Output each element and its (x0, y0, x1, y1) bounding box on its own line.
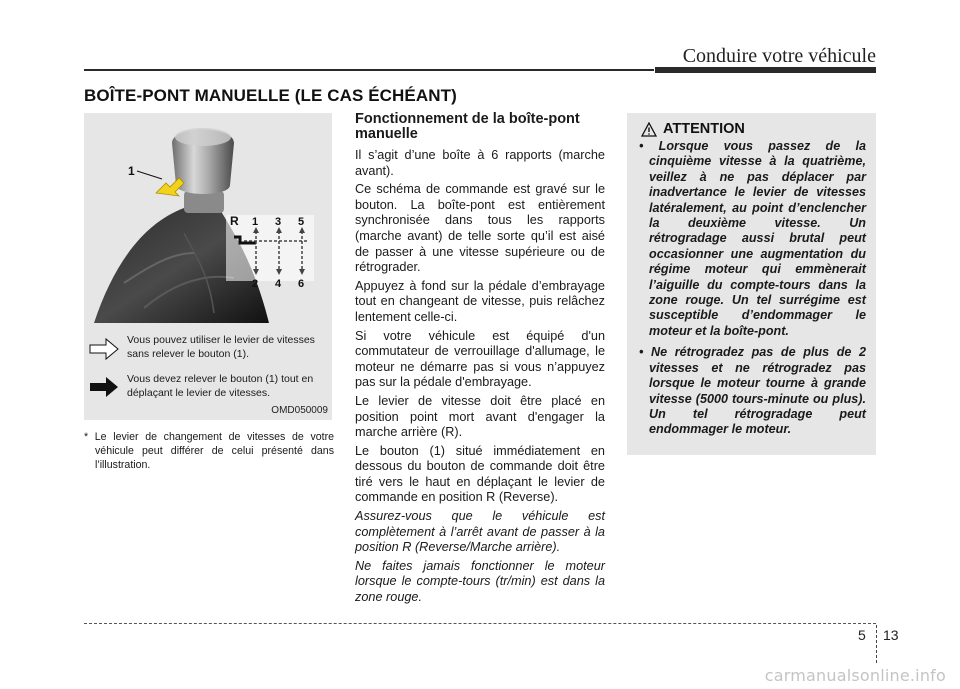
gear-label-6: 6 (298, 278, 305, 290)
paragraph: Ce schéma de commande est gravé sur le bouton. La boîte-pont est entièrement synchronisée dans tous les rapports (marche avant) de telle sorte qu’il est aisé de passer à une vitesse supérieure ou de rétrograder. (355, 182, 605, 275)
gear-label-2: 2 (252, 278, 259, 290)
gear-label-3: 3 (275, 216, 282, 228)
attention-title: ATTENTION (663, 121, 745, 137)
attention-header (641, 121, 866, 137)
subsection-heading: Fonctionnement de la boîte-pont manuelle (355, 111, 580, 142)
italic-note: Ne faites jamais fonctionner le moteur lorsque le compte-tours (tr/min) est dans la zone rouge. (355, 558, 605, 605)
section-title: BOÎTE-PONT MANUELLE (LE CAS ÉCHÉANT) (84, 86, 457, 105)
shift-pattern-diagram (226, 214, 314, 290)
caption-solid-arrow: Vous devez relever le bouton (1) tout en déplaçant le levier de vitesses. (127, 373, 314, 399)
chapter-title: Conduire votre véhicule (682, 45, 876, 67)
footer-rule (84, 623, 876, 624)
attention-box (627, 113, 876, 455)
page-number: 13 (883, 627, 899, 643)
paragraph: Si votre véhicule est équipé d'un commutateur de verrouillage d'allumage, le moteur ne démarre pas si vous n’appuyez pas sur la pédale d'embrayage. (355, 328, 605, 390)
attention-item: • Lorsque vous passez de la cinquième vitesse à la quatrième, veillez à ne pas déplacer par inadvertance le levier de vitesses latéralement, au point d’enclencher la deuxième vitesse. Un rétrogradage aussi brutal peut occasionner une augmentation du régime moteur qui emmènerait l’aiguille du compte-tours dans la zone rouge. Un tel surrégime est susceptible d’endommager le moteur et la boîte-pont. (639, 139, 866, 338)
lift-arrow-icon (156, 178, 184, 196)
paragraph: Le levier de vitesse doit être placé en position point mort avant d'engager la marche arrière (R). (355, 393, 605, 440)
header-rule-accent (655, 67, 876, 73)
paragraph: Appuyez à fond sur la pédale d’embrayage tout en changeant de vitesse, puis relâchez lentement celle-ci. (355, 278, 605, 324)
paragraph: Il s’agit d’une boîte à 6 rapports (marche avant). (355, 148, 605, 178)
gear-label-r: R (230, 214, 239, 228)
solid-arrow-icon (90, 377, 118, 397)
gear-label-4: 4 (275, 278, 282, 290)
italic-note: Assurez-vous que le véhicule est complètement à l’arrêt avant de passer à la position R (Reverse/Marche arrière). (355, 509, 605, 555)
caption-outline-arrow: Vous pouvez utiliser le levier de vitesses sans relever le bouton (1). (127, 334, 315, 360)
outline-arrow-icon (90, 339, 118, 359)
gear-shifter-figure (84, 113, 332, 420)
knob-callout-number: 1 (128, 164, 135, 178)
lift-collar (184, 191, 224, 213)
attention-item: • Ne rétrogradez pas de plus de 2 vitesses et ne rétrogradez pas lorsque le moteur tourne à grande vitesse (5000 tours-minute ou plus). Un tel rétrogradage peut endommager le moteur. (639, 345, 866, 437)
gear-label-1: 1 (252, 216, 259, 228)
warning-triangle-icon (641, 122, 657, 137)
figure-footnote: * Le levier de changement de vitesses de votre véhicule peut différer de celui présenté dans l’illustration. (84, 431, 334, 471)
main-column (355, 112, 605, 609)
paragraph: Le bouton (1) situé immédiatement en dessous du bouton de commande doit être tiré vers le haut en déplaçant le levier de commande en position R (Reverse). (355, 443, 605, 505)
page-section-number: 5 (858, 627, 866, 643)
header-rule (84, 69, 654, 71)
page-number-divider (876, 625, 877, 663)
watermark: carmanualsonline.info (764, 666, 946, 685)
gear-label-5: 5 (298, 216, 305, 228)
figure-code: OMD050009 (271, 405, 328, 416)
